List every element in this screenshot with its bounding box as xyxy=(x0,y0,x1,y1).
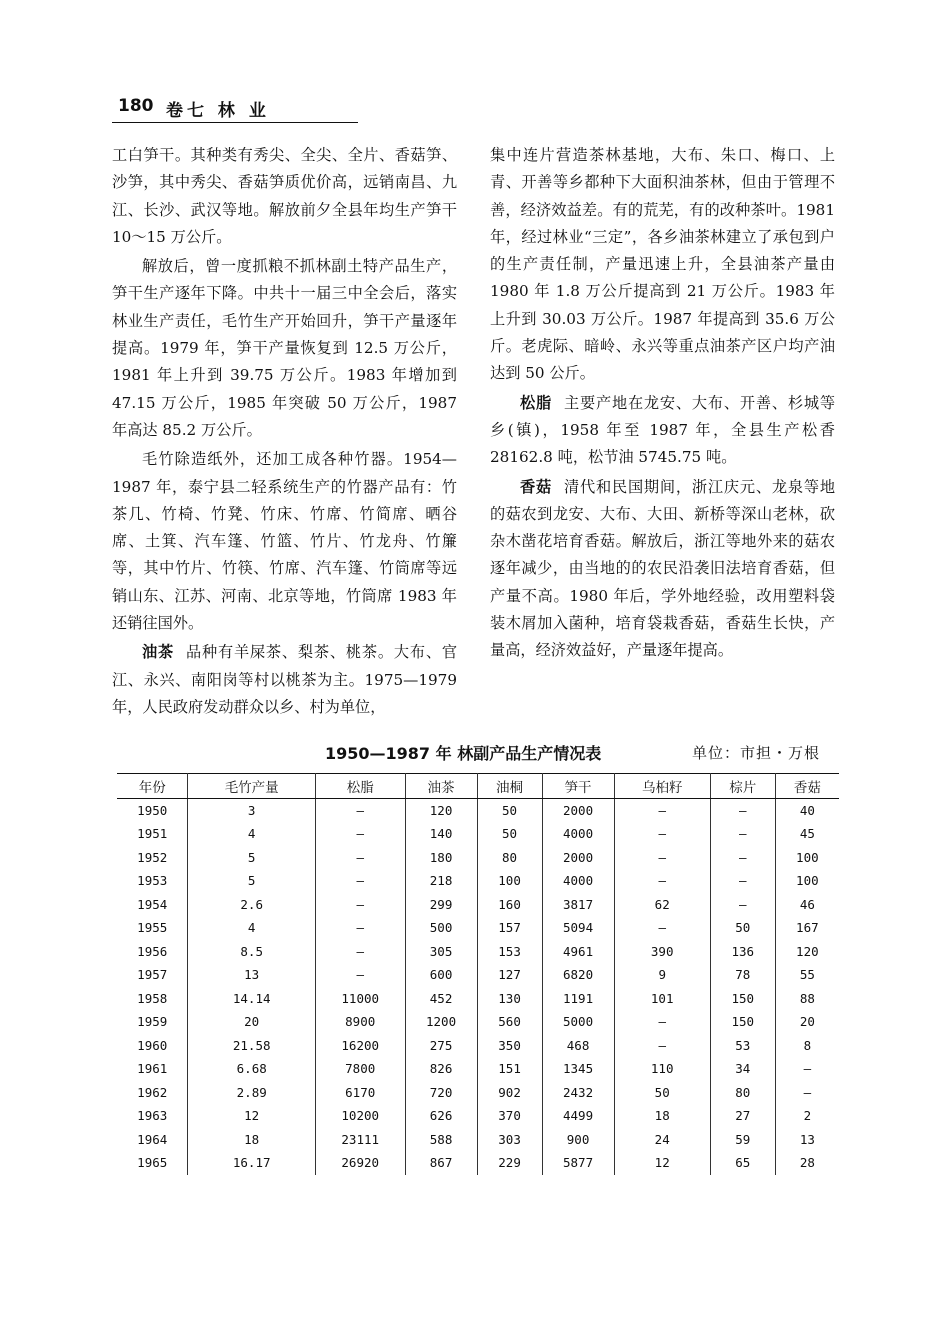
table-cell: 16200 xyxy=(315,1034,405,1058)
table-cell: 78 xyxy=(710,963,775,987)
table-cell: 18 xyxy=(614,1104,710,1128)
table-cell: 370 xyxy=(477,1104,542,1128)
table-cell: 867 xyxy=(405,1151,477,1175)
table-cell: 1951 xyxy=(117,822,188,846)
table-cell: 80 xyxy=(477,846,542,870)
section-subhead: 香菇 xyxy=(520,477,552,496)
paragraph-text: 主要产地在龙安、大布、开善、杉城等乡(镇)，1958 年至 1987 年，全县生产松香 28162.8 吨，松节油 5745.75 吨。 xyxy=(490,393,836,467)
table-cell: — xyxy=(315,916,405,940)
table-cell: 218 xyxy=(405,869,477,893)
table-cell: 2.6 xyxy=(188,893,315,917)
table-cell: 153 xyxy=(477,940,542,964)
table-cell: 4 xyxy=(188,916,315,940)
table-cell: 350 xyxy=(477,1034,542,1058)
table-cell: 1963 xyxy=(117,1104,188,1128)
table-cell: 59 xyxy=(710,1128,775,1152)
table-cell: 157 xyxy=(477,916,542,940)
table-cell: 452 xyxy=(405,987,477,1011)
table-cell: 45 xyxy=(775,822,839,846)
table-cell: 50 xyxy=(710,916,775,940)
table-cell: 5 xyxy=(188,846,315,870)
table-cell: 1958 xyxy=(117,987,188,1011)
table-cell: 13 xyxy=(188,963,315,987)
paragraph xyxy=(112,142,457,251)
table-cell: 500 xyxy=(405,916,477,940)
table-cell: — xyxy=(315,846,405,870)
column-header: 棕片 xyxy=(710,774,775,799)
table-row xyxy=(117,1034,839,1058)
table-cell: 14.14 xyxy=(188,987,315,1011)
table-cell: — xyxy=(710,869,775,893)
table-cell: — xyxy=(710,846,775,870)
table-cell: 21.58 xyxy=(188,1034,315,1058)
table-cell: — xyxy=(614,1010,710,1034)
section-subhead: 油茶 xyxy=(142,643,174,662)
table-cell: 6820 xyxy=(542,963,614,987)
table-row xyxy=(117,916,839,940)
table-cell: 1964 xyxy=(117,1128,188,1152)
table-row xyxy=(117,1057,839,1081)
table-cell: — xyxy=(710,893,775,917)
table-cell: 305 xyxy=(405,940,477,964)
table-cell: 140 xyxy=(405,822,477,846)
table-row xyxy=(117,1128,839,1152)
table-row xyxy=(117,940,839,964)
table-cell: — xyxy=(614,822,710,846)
table-cell: 11000 xyxy=(315,987,405,1011)
paragraph xyxy=(490,474,835,665)
table-cell: 229 xyxy=(477,1151,542,1175)
table-cell: 2432 xyxy=(542,1081,614,1105)
table-cell: 5877 xyxy=(542,1151,614,1175)
table-cell: 50 xyxy=(477,822,542,846)
table-cell: 1961 xyxy=(117,1057,188,1081)
table-cell: 167 xyxy=(775,916,839,940)
page-header xyxy=(112,92,358,123)
table-cell: — xyxy=(315,822,405,846)
table-cell: 151 xyxy=(477,1057,542,1081)
table-cell: 900 xyxy=(542,1128,614,1152)
table-cell: — xyxy=(775,1081,839,1105)
table-cell: — xyxy=(614,916,710,940)
left-text-column xyxy=(112,142,457,723)
table-cell: — xyxy=(315,963,405,987)
table-cell: 6.68 xyxy=(188,1057,315,1081)
table-header-row xyxy=(117,774,839,799)
table-cell: 468 xyxy=(542,1034,614,1058)
table-cell: 62 xyxy=(614,893,710,917)
table-cell: — xyxy=(775,1057,839,1081)
table-cell: 65 xyxy=(710,1151,775,1175)
table-cell: 4 xyxy=(188,822,315,846)
table-cell: 5 xyxy=(188,869,315,893)
table-cell: 626 xyxy=(405,1104,477,1128)
table-cell: — xyxy=(315,940,405,964)
table-cell: 6170 xyxy=(315,1081,405,1105)
column-header: 松脂 xyxy=(315,774,405,799)
table-cell: 50 xyxy=(614,1081,710,1105)
table-cell: — xyxy=(614,869,710,893)
table-cell: 136 xyxy=(710,940,775,964)
table-cell: 12 xyxy=(614,1151,710,1175)
paragraph-text: 集中连片营造茶林基地，大布、朱口、梅口、上青、开善等乡都种下大面积油茶林，但由于管理不善，经济效益差。有的荒芜，有的改种茶叶。1981 年，经过林业“三定”，各乡油茶林建立了承包到户的生产责任制，产量迅速上升，全县油茶产量由 1980 年 1.8 万公斤提高到 21 万公斤。1983 年上升到 30.03 万公斤。1987 年提高到 35.6 万公斤。老虎际、暗岭、永兴等重点油茶产区户均产油达到 50 公斤。 xyxy=(490,146,835,383)
table-cell: 1960 xyxy=(117,1034,188,1058)
table-cell: 26920 xyxy=(315,1151,405,1175)
table-cell: 27 xyxy=(710,1104,775,1128)
right-text-column xyxy=(490,142,835,667)
paragraph-text: 解放后，曾一度抓粮不抓林副土特产品生产，笋干生产逐年下降。中共十一届三中全会后，落实林业生产责任，毛竹生产开始回升，笋干产量逐年提高。1979 年，笋干产量恢复到 12.5 万公斤，1981 年上升到 39.75 万公斤。1983 年增加到 47.15 万公斤，1985 年突破 50 万公斤，1987 年高达 85.2 万公斤。 xyxy=(112,257,457,439)
table-cell: 100 xyxy=(775,846,839,870)
table-cell: 20 xyxy=(775,1010,839,1034)
table-cell: 1957 xyxy=(117,963,188,987)
column-header: 笋干 xyxy=(542,774,614,799)
table-cell: 16.17 xyxy=(188,1151,315,1175)
table-cell: 180 xyxy=(405,846,477,870)
table-cell: 1191 xyxy=(542,987,614,1011)
table-row xyxy=(117,822,839,846)
paragraph xyxy=(112,639,457,721)
table-cell: 100 xyxy=(775,869,839,893)
table-cell: — xyxy=(710,798,775,822)
chapter-title: 卷七 林 业 xyxy=(166,101,270,121)
table-cell: — xyxy=(614,798,710,822)
table-row xyxy=(117,798,839,822)
table-cell: 3817 xyxy=(542,893,614,917)
forest-products-table xyxy=(117,773,839,1175)
table-cell: 100 xyxy=(477,869,542,893)
table-cell: 4499 xyxy=(542,1104,614,1128)
table-cell: 13 xyxy=(775,1128,839,1152)
section-subhead: 松脂 xyxy=(520,393,552,412)
table-row xyxy=(117,846,839,870)
table-cell: 24 xyxy=(614,1128,710,1152)
table-cell: 28 xyxy=(775,1151,839,1175)
table-cell: 4000 xyxy=(542,822,614,846)
table-cell: 80 xyxy=(710,1081,775,1105)
table-cell: 902 xyxy=(477,1081,542,1105)
table-cell: 1954 xyxy=(117,893,188,917)
table-cell: 4961 xyxy=(542,940,614,964)
table-cell: 130 xyxy=(477,987,542,1011)
table-cell: — xyxy=(315,869,405,893)
table-cell: 18 xyxy=(188,1128,315,1152)
table-row xyxy=(117,1151,839,1175)
table-cell: 120 xyxy=(405,798,477,822)
paragraph xyxy=(112,253,457,444)
table-cell: 1200 xyxy=(405,1010,477,1034)
table-cell: 1959 xyxy=(117,1010,188,1034)
table-cell: 88 xyxy=(775,987,839,1011)
column-header: 毛竹产量 xyxy=(188,774,315,799)
table-cell: 8900 xyxy=(315,1010,405,1034)
table-cell: — xyxy=(315,893,405,917)
column-header: 香菇 xyxy=(775,774,839,799)
paragraph-text: 工白笋干。其种类有秀尖、全尖、全片、香菇笋、沙笋，其中秀尖、香菇笋质优价高，远销南昌、九江、长沙、武汉等地。解放前夕全县年均生产笋干 10～15 万公斤。 xyxy=(112,146,457,246)
table-row xyxy=(117,963,839,987)
table-cell: — xyxy=(710,822,775,846)
table-cell: 127 xyxy=(477,963,542,987)
table-cell: 720 xyxy=(405,1081,477,1105)
table-cell: 101 xyxy=(614,987,710,1011)
table-cell: 5000 xyxy=(542,1010,614,1034)
column-header: 乌桕籽 xyxy=(614,774,710,799)
table-row xyxy=(117,1104,839,1128)
table-cell: — xyxy=(315,798,405,822)
table-cell: 3 xyxy=(188,798,315,822)
table-cell: 2000 xyxy=(542,846,614,870)
table-cell: 150 xyxy=(710,1010,775,1034)
table-cell: — xyxy=(614,1034,710,1058)
table-cell: 53 xyxy=(710,1034,775,1058)
table-cell: 299 xyxy=(405,893,477,917)
table-cell: 1962 xyxy=(117,1081,188,1105)
table-row xyxy=(117,987,839,1011)
table-cell: 600 xyxy=(405,963,477,987)
table-cell: 5094 xyxy=(542,916,614,940)
table-row xyxy=(117,1081,839,1105)
table-cell: 2.89 xyxy=(188,1081,315,1105)
table-cell: 10200 xyxy=(315,1104,405,1128)
table-cell: 160 xyxy=(477,893,542,917)
table-cell: 275 xyxy=(405,1034,477,1058)
table-cell: 7800 xyxy=(315,1057,405,1081)
table-cell: 55 xyxy=(775,963,839,987)
table-cell: 1955 xyxy=(117,916,188,940)
paragraph xyxy=(490,390,835,472)
table-cell: 40 xyxy=(775,798,839,822)
table-title: 1950—1987 年 林副产品生产情况表 xyxy=(325,744,602,763)
table-cell: 150 xyxy=(710,987,775,1011)
table-cell: 2000 xyxy=(542,798,614,822)
table-cell: 560 xyxy=(477,1010,542,1034)
table-cell: 20 xyxy=(188,1010,315,1034)
table-cell: 23111 xyxy=(315,1128,405,1152)
table-cell: 8 xyxy=(775,1034,839,1058)
table-cell: 120 xyxy=(775,940,839,964)
table-cell: 12 xyxy=(188,1104,315,1128)
table-cell: 390 xyxy=(614,940,710,964)
paragraph-text: 清代和民国期间，浙江庆元、龙泉等地的菇农到龙安、大布、大田、新桥等深山老林，砍杂木凿花培育香菇。解放后，浙江等地外来的菇农逐年减少，由当地的的农民沿袭旧法培育香菇，但产量不高。1980 年后，学外地经验，改用塑料袋装木屑加入菌种，培育袋栽香菇，香菇生长快，产量高，经济效益好，产量逐年提高。 xyxy=(490,477,836,660)
table-cell: 50 xyxy=(477,798,542,822)
table-cell: 46 xyxy=(775,893,839,917)
column-header: 年份 xyxy=(117,774,188,799)
table-cell: 1345 xyxy=(542,1057,614,1081)
table-cell: 826 xyxy=(405,1057,477,1081)
table-row xyxy=(117,869,839,893)
table-cell: 1950 xyxy=(117,798,188,822)
table-cell: — xyxy=(614,846,710,870)
table-row xyxy=(117,893,839,917)
table-cell: 1965 xyxy=(117,1151,188,1175)
table-cell: 9 xyxy=(614,963,710,987)
table-cell: 2 xyxy=(775,1104,839,1128)
table-cell: 1956 xyxy=(117,940,188,964)
table-cell: 4000 xyxy=(542,869,614,893)
paragraph xyxy=(490,142,835,388)
table-cell: 588 xyxy=(405,1128,477,1152)
table-cell: 1952 xyxy=(117,846,188,870)
column-header: 油茶 xyxy=(405,774,477,799)
page-number: 180 xyxy=(118,96,154,116)
table-cell: 34 xyxy=(710,1057,775,1081)
column-header: 油桐 xyxy=(477,774,542,799)
paragraph-text: 品种有羊屎茶、梨茶、桃茶。大布、官江、永兴、南阳岗等村以桃茶为主。1975—1979 年，人民政府发动群众以乡、村为单位， xyxy=(112,643,458,716)
table-row xyxy=(117,1010,839,1034)
table-cell: 303 xyxy=(477,1128,542,1152)
paragraph xyxy=(112,446,457,637)
table-unit: 单位：市担・万根 xyxy=(692,744,821,762)
paragraph-text: 毛竹除造纸外，还加工成各种竹器。1954—1987 年，泰宁县二轻系统生产的竹器产品有：竹茶几、竹椅、竹凳、竹床、竹席、竹简席、晒谷席、土箕、汽车篷、竹篮、竹片、竹龙舟、竹簾等，其中竹片、竹筷、竹席、汽车篷、竹筒席等远销山东、江苏、河南、北京等地，竹筒席 1983 年还销往国外。 xyxy=(112,450,457,633)
table-cell: 110 xyxy=(614,1057,710,1081)
table-cell: 1953 xyxy=(117,869,188,893)
table-cell: 8.5 xyxy=(188,940,315,964)
